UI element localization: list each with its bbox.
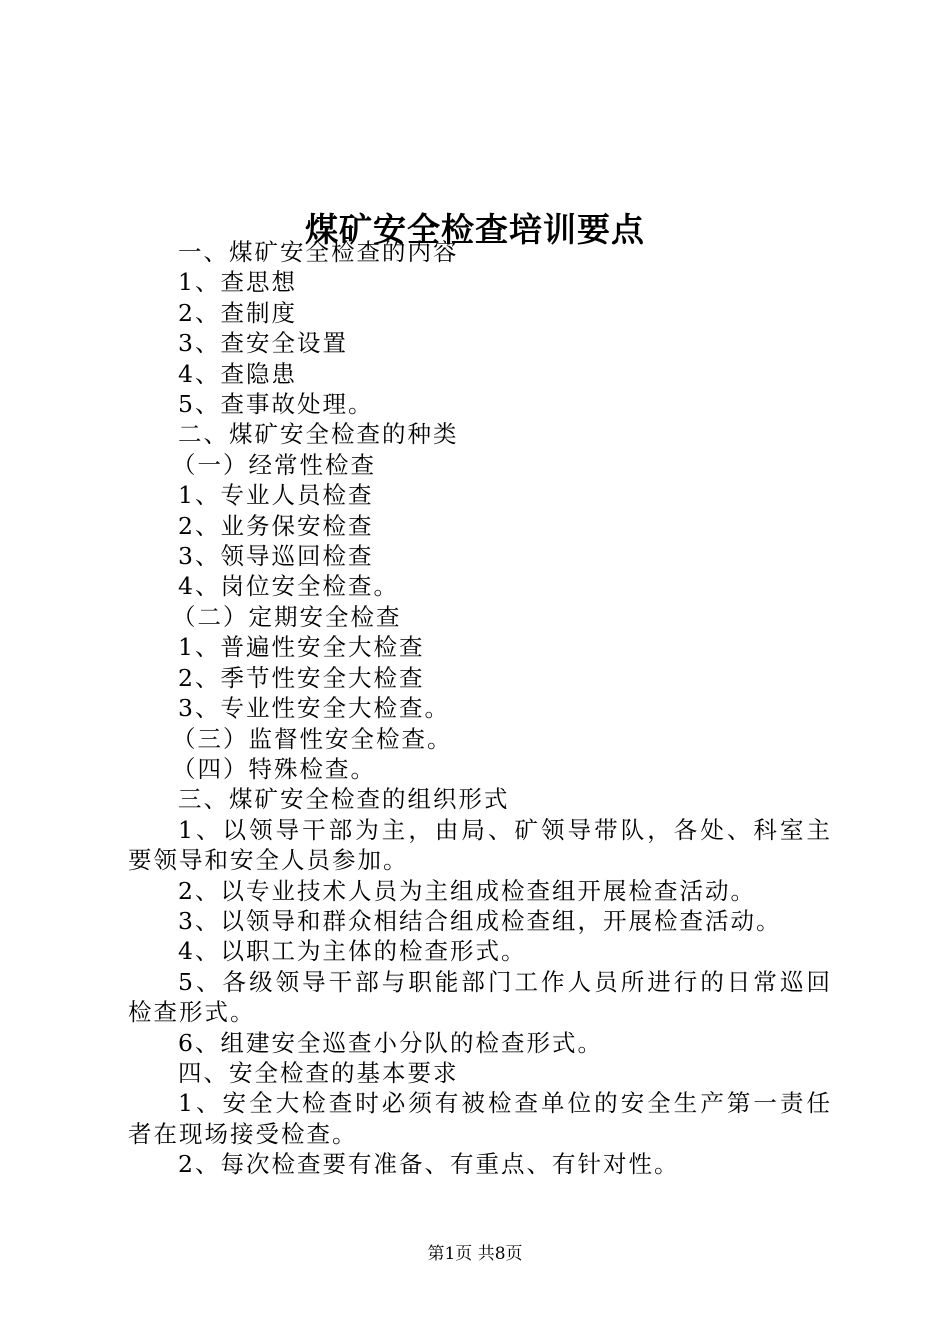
- section-heading: 一、煤矿安全检查的内容: [178, 238, 459, 266]
- section-heading: 三、煤矿安全检查的组织形式: [178, 785, 510, 814]
- subsection-heading: （三）监督性安全检查。: [172, 724, 453, 753]
- paragraph: 5、各级领导干部与职能部门工作人员所进行的日常巡回检查形式。: [128, 967, 832, 1027]
- list-item: 3、领导巡回检查: [178, 542, 374, 571]
- paragraph: 1、安全大检查时必须有被检查单位的安全生产第一责任者在现场接受检查。: [128, 1089, 832, 1148]
- section-heading: 二、煤矿安全检查的种类: [178, 420, 459, 449]
- subsection-heading: （一）经常性检查: [172, 450, 376, 479]
- section-heading: 四、安全检查的基本要求: [178, 1058, 459, 1087]
- list-item: 5、查事故处理。: [178, 390, 374, 419]
- paragraph: 2、以专业技术人员为主组成检查组开展检查活动。: [178, 876, 756, 905]
- list-item: 2、季节性安全大检查: [178, 663, 425, 692]
- subsection-heading: （二）定期安全检查: [172, 602, 402, 631]
- list-item: 1、普遍性安全大检查: [178, 633, 425, 662]
- subsection-heading: （四）特殊检查。: [172, 754, 376, 783]
- list-item: 4、查隐患: [178, 359, 297, 388]
- list-item: 2、业务保安检查: [178, 511, 374, 540]
- paragraph: 1、以领导干部为主，由局、矿领导带队，各处、科室主要领导和安全人员参加。: [128, 815, 832, 875]
- paragraph: 3、以领导和群众相结合组成检查组，开展检查活动。: [178, 906, 782, 935]
- list-item: 2、查制度: [178, 298, 297, 327]
- paragraph: 4、以职工为主体的检查形式。: [178, 937, 527, 966]
- paragraph: 6、组建安全巡查小分队的检查形式。: [178, 1028, 603, 1057]
- list-item: 3、专业性安全大检查。: [178, 694, 450, 723]
- document-body: [128, 237, 832, 1180]
- paragraph: 2、每次检查要有准备、有重点、有针对性。: [178, 1150, 680, 1179]
- list-item: 1、专业人员检查: [178, 481, 374, 510]
- page-title: 煤矿安全检查培训要点: [305, 210, 645, 250]
- list-item: 4、岗位安全检查。: [178, 572, 399, 601]
- page-number: 第1页 共8页: [427, 1244, 523, 1264]
- list-item: 1、查思想: [178, 268, 297, 297]
- list-item: 3、查安全设置: [178, 329, 348, 358]
